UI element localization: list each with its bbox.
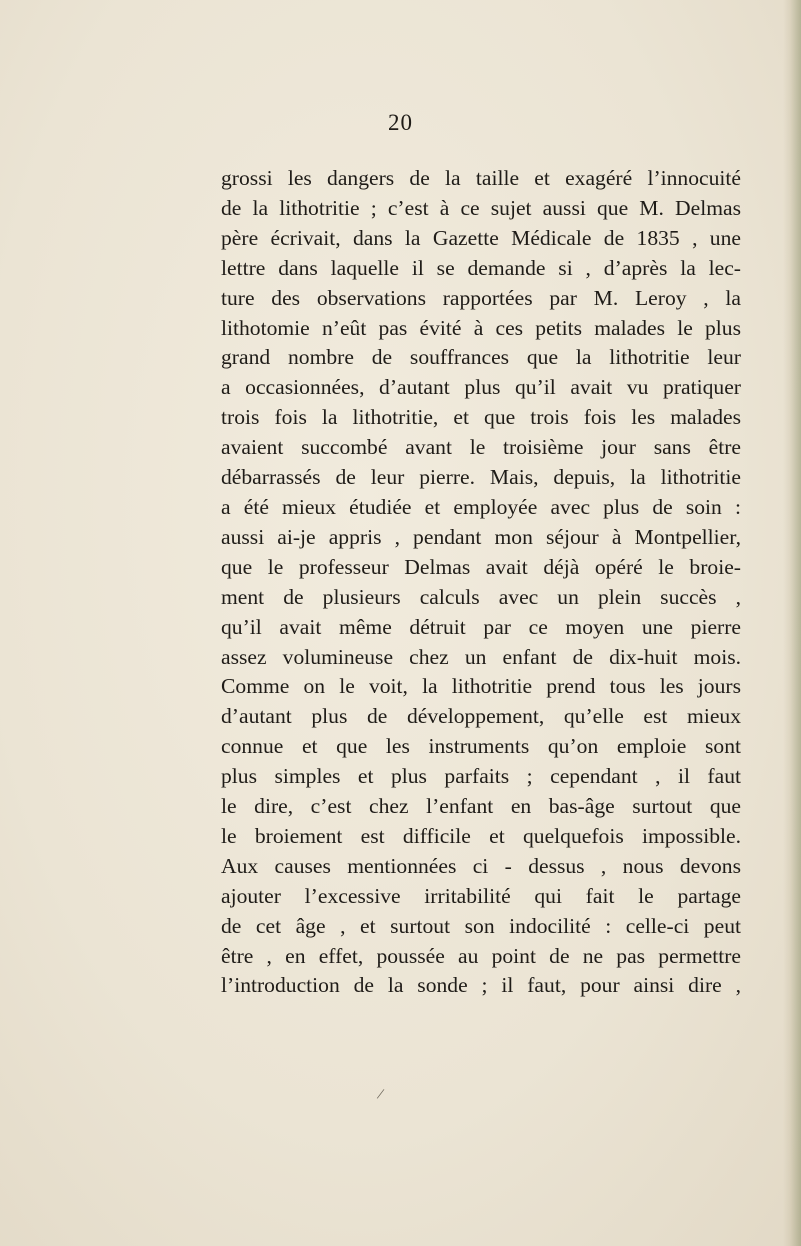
text-line: être , en effet, poussée au point de ne pas permettre <box>221 943 741 968</box>
text-line: lithotomie n’eût pas évité à ces petits malades le plus <box>221 315 741 340</box>
page-edge-shadow <box>783 0 801 1246</box>
text-line: aussi ai-je appris , pendant mon séjour à Montpellier, <box>221 524 741 549</box>
text-line: ture des observations rapportées par M. Leroy , la <box>221 285 741 310</box>
text-line: que le professeur Delmas avait déjà opéré le broie- <box>221 554 741 579</box>
text-line: de la lithotritie ; c’est à ce sujet aussi que M. Delmas <box>221 195 741 220</box>
text-line: ajouter l’excessive irritabilité qui fait le partage <box>221 883 741 908</box>
text-line: a été mieux étudiée et employée avec plus de soin : <box>221 494 741 519</box>
text-line: plus simples et plus parfaits ; cependant , il faut <box>221 764 741 789</box>
text-line: grand nombre de souffrances que la lithotritie leur <box>221 345 741 370</box>
text-line: qu’il avait même détruit par ce moyen une pierre <box>221 614 741 639</box>
text-line: trois fois la lithotritie, et que trois fois les malades <box>221 405 741 430</box>
text-line: a occasionnées, d’autant plus qu’il avait vu pratiquer <box>221 375 741 400</box>
text-line: l’introduction de la sonde ; il faut, pour ainsi dire , <box>221 973 741 998</box>
text-line: le dire, c’est chez l’enfant en bas-âge surtout que <box>221 794 741 819</box>
text-line: de cet âge , et surtout son indocilité : celle-ci peut <box>221 913 741 938</box>
text-line: avaient succombé avant le troisième jour sans être <box>221 435 741 460</box>
stray-ink-mark: / <box>375 1085 386 1104</box>
text-line: grossi les dangers de la taille et exagéré l’innocuité <box>221 166 741 190</box>
text-line: Comme on le voit, la lithotritie prend tous les jours <box>221 674 741 699</box>
text-line: d’autant plus de développement, qu’elle est mieux <box>221 704 741 729</box>
text-line: père écrivait, dans la Gazette Médicale de 1835 , une <box>221 225 741 250</box>
text-line: assez volumineuse chez un enfant de dix-huit mois. <box>221 644 741 669</box>
text-line: Aux causes mentionnées ci - dessus , nous devons <box>221 853 741 878</box>
text-line: débarrassés de leur pierre. Mais, depuis, la lithotritie <box>221 465 741 490</box>
body-paragraph <box>221 164 741 1001</box>
text-line: lettre dans laquelle il se demande si , d’après la lec- <box>221 255 741 280</box>
text-line: le broiement est difficile et quelquefois impossible. <box>221 823 741 848</box>
text-line: connue et que les instruments qu’on emploie sont <box>221 734 741 759</box>
text-line: ment de plusieurs calculs avec un plein succès , <box>221 584 741 609</box>
page-number: 20 <box>388 110 413 135</box>
